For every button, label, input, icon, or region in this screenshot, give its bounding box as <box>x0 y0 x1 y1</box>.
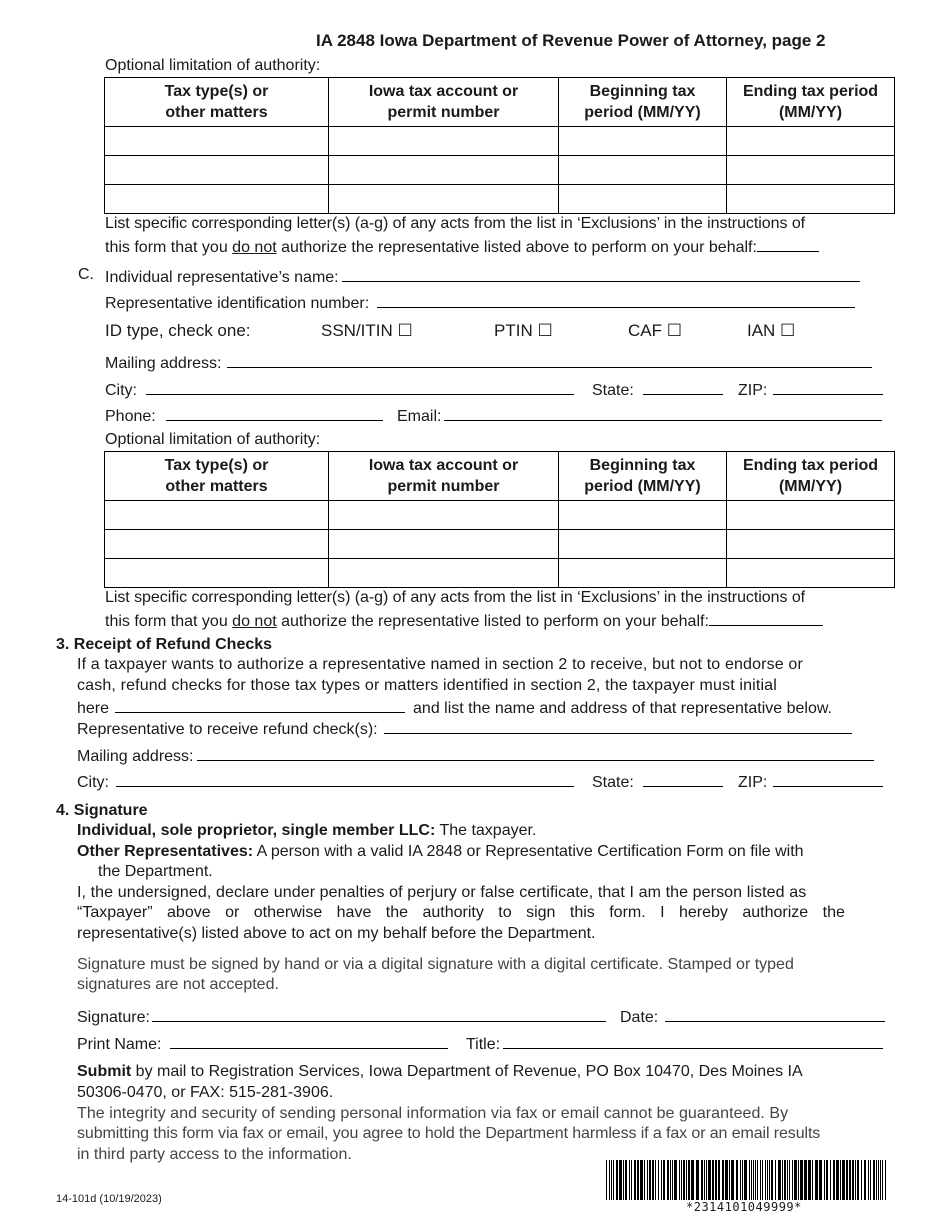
exclusions-field[interactable] <box>709 610 823 626</box>
barcode-bar <box>840 1160 841 1200</box>
id-type-caf-checkbox[interactable]: CAF ☐ <box>628 321 682 340</box>
barcode-bar <box>878 1160 879 1200</box>
limitation-label: Optional limitation of authority: <box>105 431 321 448</box>
table-row <box>105 559 895 588</box>
refund-city-row: City: <box>77 771 574 792</box>
barcode-bar <box>691 1160 694 1200</box>
barcode-bar <box>663 1160 665 1200</box>
col-account-header: Iowa tax account or permit number <box>329 78 559 127</box>
barcode-bar <box>609 1160 610 1200</box>
barcode-bar <box>606 1160 607 1200</box>
rep-id-row: Representative identification number: <box>105 292 855 313</box>
barcode-bar <box>729 1160 730 1200</box>
barcode-bar <box>640 1160 643 1200</box>
email-field[interactable] <box>444 405 882 421</box>
barcode-bar <box>864 1160 866 1200</box>
zip-field[interactable] <box>773 379 883 395</box>
phone-row: Phone: <box>105 405 383 426</box>
barcode-bar <box>830 1160 831 1200</box>
table-row <box>105 185 895 214</box>
barcode-bar <box>740 1160 741 1200</box>
barcode-bar <box>882 1160 883 1200</box>
submit-line2: 50306-0470, or FAX: 515-281-3906. <box>77 1084 334 1101</box>
barcode-bar <box>765 1160 766 1200</box>
barcode-bar <box>804 1160 807 1200</box>
individual-line: Individual, sole proprietor, single member LLC: The taxpayer. <box>77 822 537 839</box>
barcode-bar <box>670 1160 671 1200</box>
barcode-bar <box>674 1160 677 1200</box>
signature-note: signatures are not accepted. <box>77 976 279 993</box>
barcode-bar <box>708 1160 711 1200</box>
barcode-bar <box>652 1160 654 1200</box>
print-name-row: Print Name: <box>77 1033 448 1054</box>
barcode-bar <box>744 1160 747 1200</box>
barcode-bar <box>704 1160 705 1200</box>
barcode-bar <box>842 1160 845 1200</box>
barcode-bar <box>826 1160 828 1200</box>
barcode-bar <box>672 1160 673 1200</box>
barcode-bar <box>634 1160 636 1200</box>
section-3-text: cash, refund checks for those tax types or matters identified in section 2, the taxpayer must initial <box>77 677 777 694</box>
barcode-bar <box>688 1160 690 1200</box>
barcode-bar <box>753 1160 754 1200</box>
table-row <box>105 127 895 156</box>
barcode-bar <box>769 1160 770 1200</box>
barcode-bar <box>613 1160 614 1200</box>
barcode-bar <box>611 1160 612 1200</box>
barcode <box>606 1160 888 1200</box>
barcode-bar <box>722 1160 724 1200</box>
barcode-bar <box>647 1160 648 1200</box>
exclusions-text-line2: this form that you do not authorize the representative listed above to perform on your behalf: <box>105 236 819 257</box>
barcode-bar <box>749 1160 750 1200</box>
table-row <box>105 530 895 559</box>
barcode-bar <box>629 1160 630 1200</box>
col-end-header: Ending tax period (MM/YY) <box>727 78 895 127</box>
phone-field[interactable] <box>166 405 383 421</box>
barcode-bar <box>808 1160 811 1200</box>
limitation-table <box>104 77 895 214</box>
table-row <box>105 501 895 530</box>
exclusions-field[interactable] <box>757 236 819 252</box>
barcode-bar <box>731 1160 734 1200</box>
barcode-bar <box>712 1160 714 1200</box>
barcode-bar <box>870 1160 871 1200</box>
barcode-bar <box>751 1160 752 1200</box>
barcode-bar <box>715 1160 717 1200</box>
security-warning: submitting this form via fax or email, you agree to hold the Department harmless if a fax or an email results <box>77 1125 821 1142</box>
barcode-bar <box>623 1160 624 1200</box>
barcode-text: *2314101049999* <box>686 1200 802 1214</box>
barcode-bar <box>868 1160 869 1200</box>
mailing-row: Mailing address: <box>105 352 872 373</box>
barcode-bar <box>794 1160 797 1200</box>
barcode-bar <box>833 1160 835 1200</box>
barcode-bar <box>696 1160 699 1200</box>
rep-id-field[interactable] <box>377 292 855 308</box>
barcode-bar <box>644 1160 645 1200</box>
signature-field[interactable] <box>152 1006 606 1022</box>
barcode-bar <box>880 1160 881 1200</box>
barcode-bar <box>658 1160 659 1200</box>
refund-mailing-row: Mailing address: <box>77 745 874 766</box>
barcode-bar <box>767 1160 768 1200</box>
barcode-bar <box>885 1160 886 1200</box>
barcode-bar <box>683 1160 685 1200</box>
barcode-bar <box>798 1160 799 1200</box>
barcode-bar <box>625 1160 627 1200</box>
barcode-bar <box>849 1160 851 1200</box>
barcode-bar <box>760 1160 761 1200</box>
barcode-bar <box>857 1160 859 1200</box>
table-row <box>105 156 895 185</box>
initial-field[interactable] <box>115 697 405 713</box>
barcode-bar <box>762 1160 763 1200</box>
barcode-bar <box>757 1160 758 1200</box>
refund-city-field[interactable] <box>116 771 574 787</box>
form-number: 14-101d (10/19/2023) <box>56 1193 162 1205</box>
barcode-bar <box>725 1160 728 1200</box>
section-3-heading: 3. Receipt of Refund Checks <box>56 636 273 653</box>
section-4-heading: 4. Signature <box>56 802 148 819</box>
refund-state-field[interactable] <box>643 771 723 787</box>
refund-zip-field[interactable] <box>773 771 883 787</box>
barcode-bar <box>755 1160 756 1200</box>
id-type-label: ID type, check one: <box>105 321 251 340</box>
page-title: IA 2848 Iowa Department of Revenue Power of Attorney, page 2 <box>316 31 826 50</box>
barcode-bar <box>649 1160 651 1200</box>
barcode-bar <box>631 1160 632 1200</box>
refund-state-row: State: <box>592 771 723 792</box>
declaration-text: “Taxpayer” above or otherwise have the authority to sign this form. I hereby authorize the <box>77 904 845 921</box>
barcode-bar <box>876 1160 877 1200</box>
barcode-bar <box>771 1160 773 1200</box>
barcode-bar <box>742 1160 743 1200</box>
barcode-bar <box>655 1160 656 1200</box>
barcode-bar <box>701 1160 703 1200</box>
barcode-bar <box>667 1160 669 1200</box>
barcode-bar <box>789 1160 790 1200</box>
barcode-bar <box>775 1160 776 1200</box>
security-warning: in third party access to the information. <box>77 1146 352 1163</box>
barcode-bar <box>800 1160 803 1200</box>
limitation-label: Optional limitation of authority: <box>105 57 321 74</box>
barcode-bar <box>637 1160 639 1200</box>
barcode-bar <box>836 1160 839 1200</box>
barcode-bar <box>782 1160 783 1200</box>
barcode-bar <box>787 1160 788 1200</box>
barcode-bar <box>718 1160 720 1200</box>
id-type-ian-checkbox[interactable]: IAN ☐ <box>747 321 796 340</box>
barcode-bar <box>784 1160 786 1200</box>
state-field[interactable] <box>643 379 723 395</box>
section-c-letter: C. <box>78 266 94 283</box>
zip-row: ZIP: <box>738 379 883 400</box>
refund-rep-row: Representative to receive refund check(s): <box>77 718 852 739</box>
col-tax-type-header: Tax type(s) or other matters <box>105 78 329 127</box>
barcode-bar <box>736 1160 738 1200</box>
barcode-bar <box>778 1160 781 1200</box>
refund-rep-field[interactable] <box>384 718 852 734</box>
security-warning: The integrity and security of sending personal information via fax or email cannot be guaranteed. By <box>77 1105 789 1122</box>
city-row: City: <box>105 379 574 400</box>
submit-line: Submit by mail to Registration Services, Iowa Department of Revenue, PO Box 10470, Des Moines IA <box>77 1063 803 1080</box>
rep-name-row: Individual representative’s name: <box>105 266 860 287</box>
barcode-bar <box>706 1160 707 1200</box>
id-type-ptin-checkbox[interactable]: PTIN ☐ <box>494 321 553 340</box>
barcode-bar <box>619 1160 622 1200</box>
exclusions-text-line2: this form that you do not authorize the representative listed to perform on your behalf: <box>105 610 823 631</box>
limitation-table <box>104 451 895 588</box>
col-tax-type-header: Tax type(s) or other matters <box>105 452 329 501</box>
barcode-bar <box>855 1160 856 1200</box>
col-begin-header: Beginning tax period (MM/YY) <box>559 452 727 501</box>
barcode-bar <box>792 1160 793 1200</box>
barcode-bar <box>861 1160 862 1200</box>
barcode-bar <box>815 1160 818 1200</box>
email-row: Email: <box>397 405 882 426</box>
barcode-bar <box>812 1160 813 1200</box>
barcode-bar <box>616 1160 618 1200</box>
title-row: Title: <box>466 1033 883 1054</box>
barcode-bar <box>873 1160 875 1200</box>
exclusions-text: List specific corresponding letter(s) (a-g) of any acts from the list in ‘Exclusions’ in the instructions of <box>105 215 806 232</box>
col-begin-header: Beginning tax period (MM/YY) <box>559 78 727 127</box>
barcode-bar <box>846 1160 848 1200</box>
initial-row: here and list the name and address of that representative below. <box>77 697 832 718</box>
barcode-bar <box>852 1160 854 1200</box>
refund-zip-row: ZIP: <box>738 771 883 792</box>
date-row: Date: <box>620 1006 885 1027</box>
barcode-bar <box>824 1160 825 1200</box>
other-reps-line: Other Representatives: A person with a valid IA 2848 or Representative Certification Form on file with <box>77 843 804 860</box>
exclusions-text: List specific corresponding letter(s) (a-g) of any acts from the list in ‘Exclusions’ in the instructions of <box>105 589 806 606</box>
city-field[interactable] <box>146 379 574 395</box>
declaration-text: I, the undersigned, declare under penalties of perjury or false certificate, that I am the person listed as <box>77 884 807 901</box>
barcode-image <box>606 1160 888 1200</box>
title-field[interactable] <box>503 1033 883 1049</box>
col-account-header: Iowa tax account or permit number <box>329 452 559 501</box>
print-name-field[interactable] <box>170 1033 448 1049</box>
date-field[interactable] <box>665 1006 885 1022</box>
barcode-bar <box>681 1160 682 1200</box>
barcode-bar <box>679 1160 680 1200</box>
refund-mailing-field[interactable] <box>197 745 874 761</box>
signature-row: Signature: <box>77 1006 606 1027</box>
state-row: State: <box>592 379 723 400</box>
id-type-ssn-checkbox[interactable]: SSN/ITIN ☐ <box>321 321 413 340</box>
barcode-bar <box>686 1160 687 1200</box>
barcode-bar <box>819 1160 822 1200</box>
other-reps-line2: the Department. <box>98 863 213 880</box>
mailing-field[interactable] <box>227 352 872 368</box>
rep-name-field[interactable] <box>342 266 860 282</box>
section-3-text: If a taxpayer wants to authorize a representative named in section 2 to receive, but not to endorse or <box>77 656 803 673</box>
col-end-header: Ending tax period (MM/YY) <box>727 452 895 501</box>
signature-note: Signature must be signed by hand or via a digital signature with a digital certificate. Stamped or typed <box>77 956 794 973</box>
barcode-bar <box>661 1160 662 1200</box>
declaration-text: representative(s) listed above to act on my behalf before the Department. <box>77 925 596 942</box>
